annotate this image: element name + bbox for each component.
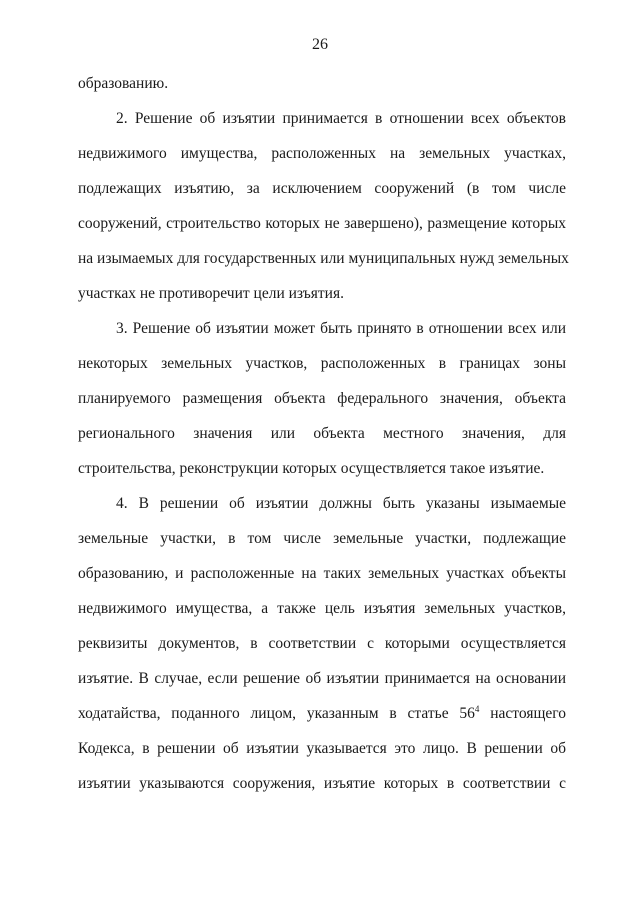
text-line: недвижимого имущества, а также цель изъятия земельных участков, (78, 600, 566, 617)
text-line: недвижимого имущества, расположенных на земельных участках, (78, 145, 566, 162)
text-segment: настоящего (490, 705, 566, 722)
page-number: 26 (312, 36, 328, 53)
text-line: регионального значения или объекта местного значения, для (78, 425, 566, 442)
text-line: изъятии указываются сооружения, изъятие которых в соответствии с (78, 775, 566, 792)
superscript: 4 (474, 703, 480, 714)
text-line: строительства, реконструкции которых осуществляется такое изъятие. (78, 460, 545, 477)
text-line: участках не противоречит цели изъятия. (78, 285, 344, 302)
text-line: Кодекса, в решении об изъятии указывается это лицо. В решении об (78, 740, 566, 757)
paragraph-3-line: 3. Решение об изъятии может быть принято в отношении всех или (116, 320, 566, 337)
text-line: планируемого размещения объекта федерального значения, объекта (78, 390, 566, 407)
text-line-with-superscript (78, 704, 566, 724)
text-line: некоторых земельных участков, расположенных в границах зоны (78, 355, 566, 372)
text-line: изъятие. В случае, если решение об изъятии принимается на основании (78, 670, 566, 687)
text-line: на изымаемых для государственных или муниципальных нужд земельных (78, 250, 569, 267)
text-segment: ходатайства, поданного лицом, указанным в статье 56 (78, 705, 475, 722)
paragraph-2-line: 2. Решение об изъятии принимается в отношении всех объектов (116, 110, 566, 127)
text-line: сооружений, строительство которых не завершено), размещение которых (78, 215, 566, 232)
text-line: земельные участки, в том числе земельные участки, подлежащие (78, 530, 566, 547)
text-line: реквизиты документов, в соответствии с которыми осуществляется (78, 635, 566, 652)
text-line: подлежащих изъятию, за исключением сооружений (в том числе (78, 180, 566, 197)
text-line: образованию, и расположенные на таких земельных участках объекты (78, 565, 566, 582)
text-line: образованию. (78, 75, 169, 92)
paragraph-4-line: 4. В решении об изъятии должны быть указаны изымаемые (116, 495, 566, 512)
